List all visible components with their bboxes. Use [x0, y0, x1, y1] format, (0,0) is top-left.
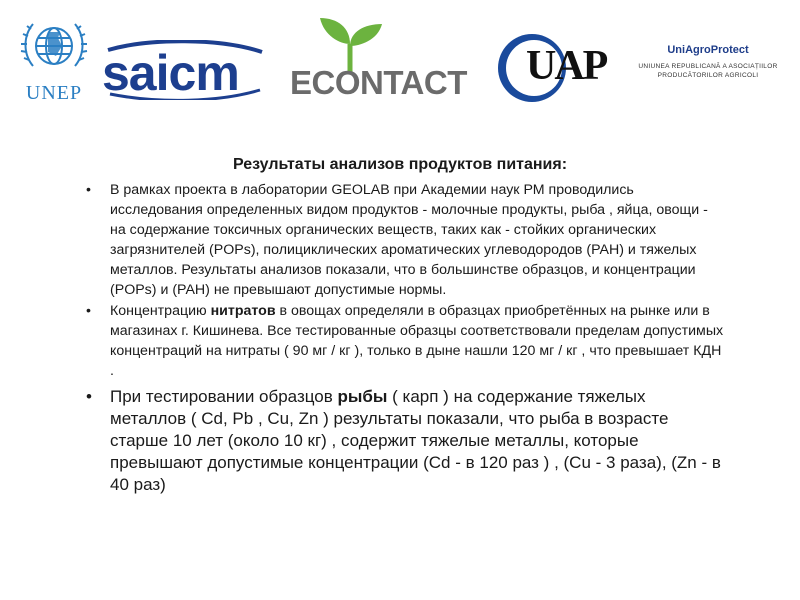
saicm-logo [100, 40, 270, 100]
bullet-fish-pre: При тестировании образцов [110, 387, 338, 406]
logo-bar [0, 0, 800, 130]
econtact-wordmark: ECONTACT [290, 64, 467, 101]
uniagroprotect-title: UniAgroProtect [667, 44, 749, 56]
unep-emblem-icon [19, 12, 89, 80]
slide-title: Результаты анализов продуктов питания: [232, 156, 568, 173]
uniagroprotect-logo [628, 44, 788, 80]
bullet-fish-post: ( карп ) на содержание тяжелых металлов ( Cd, Pb , Cu, Zn ) результаты показали, что рыба в возрасте старше 10 лет (около 10 кг) , содержит тяжелые металлы, которые превышают допустимые концентрации (Cd - в 120 раз ) , (Cu - 3 раза), (Zn - в 40 раз) [110, 387, 721, 494]
unep-wordmark: UNEP [25, 82, 83, 104]
bullet-list [86, 180, 726, 496]
bullet-fish [86, 386, 726, 496]
bullet-nitrates-post: в овощах определяли в образцах приобретённых на рынке или в магазинах г. Кишинева. Все тестированные образцы соответствовали пределам допустимых концентраций на нитраты ( 90 мг / кг ), только в дыне нашли 120 мг / кг , что превышает КДН . [110, 303, 724, 379]
uap-logo [496, 30, 626, 110]
bullet-geolab-study [86, 180, 726, 300]
econtact-logo [290, 14, 480, 114]
uniagroprotect-line-2: PRODUCĂTORILOR AGRICOLI [657, 72, 759, 79]
bullet-nitrates-pre: Концентрацию [110, 303, 211, 319]
bullet-nitrates-bold: нитратов [210, 303, 276, 319]
bullet-geolab-text: В рамках проекта в лаборатории GEOLAB при Академии наук РМ проводились исследования определенных видом продуктов - молочные продукты, рыба , яйца, овощи - на содержание токсичных органических веществ, таких как - стойких органических загрязнителей (POPs), полициклических ароматических углеводородов (PAH) и тяжелых металлов. Результаты анализов показали, что в большинстве образцов, и концентрации (POPs) и (PAH) не превышают допустимые нормы. [110, 182, 708, 298]
uniagroprotect-line-1: UNIUNEA REPUBLICANĂ A ASOCIAȚIILOR [638, 63, 778, 70]
bullet-fish-bold: рыбы [337, 387, 388, 406]
uniagroprotect-subtitle [628, 62, 788, 80]
bullet-nitrates [86, 301, 726, 381]
unep-logo [14, 12, 94, 112]
saicm-wordmark: saicm [102, 45, 239, 101]
uap-wordmark: UAP [526, 43, 607, 89]
